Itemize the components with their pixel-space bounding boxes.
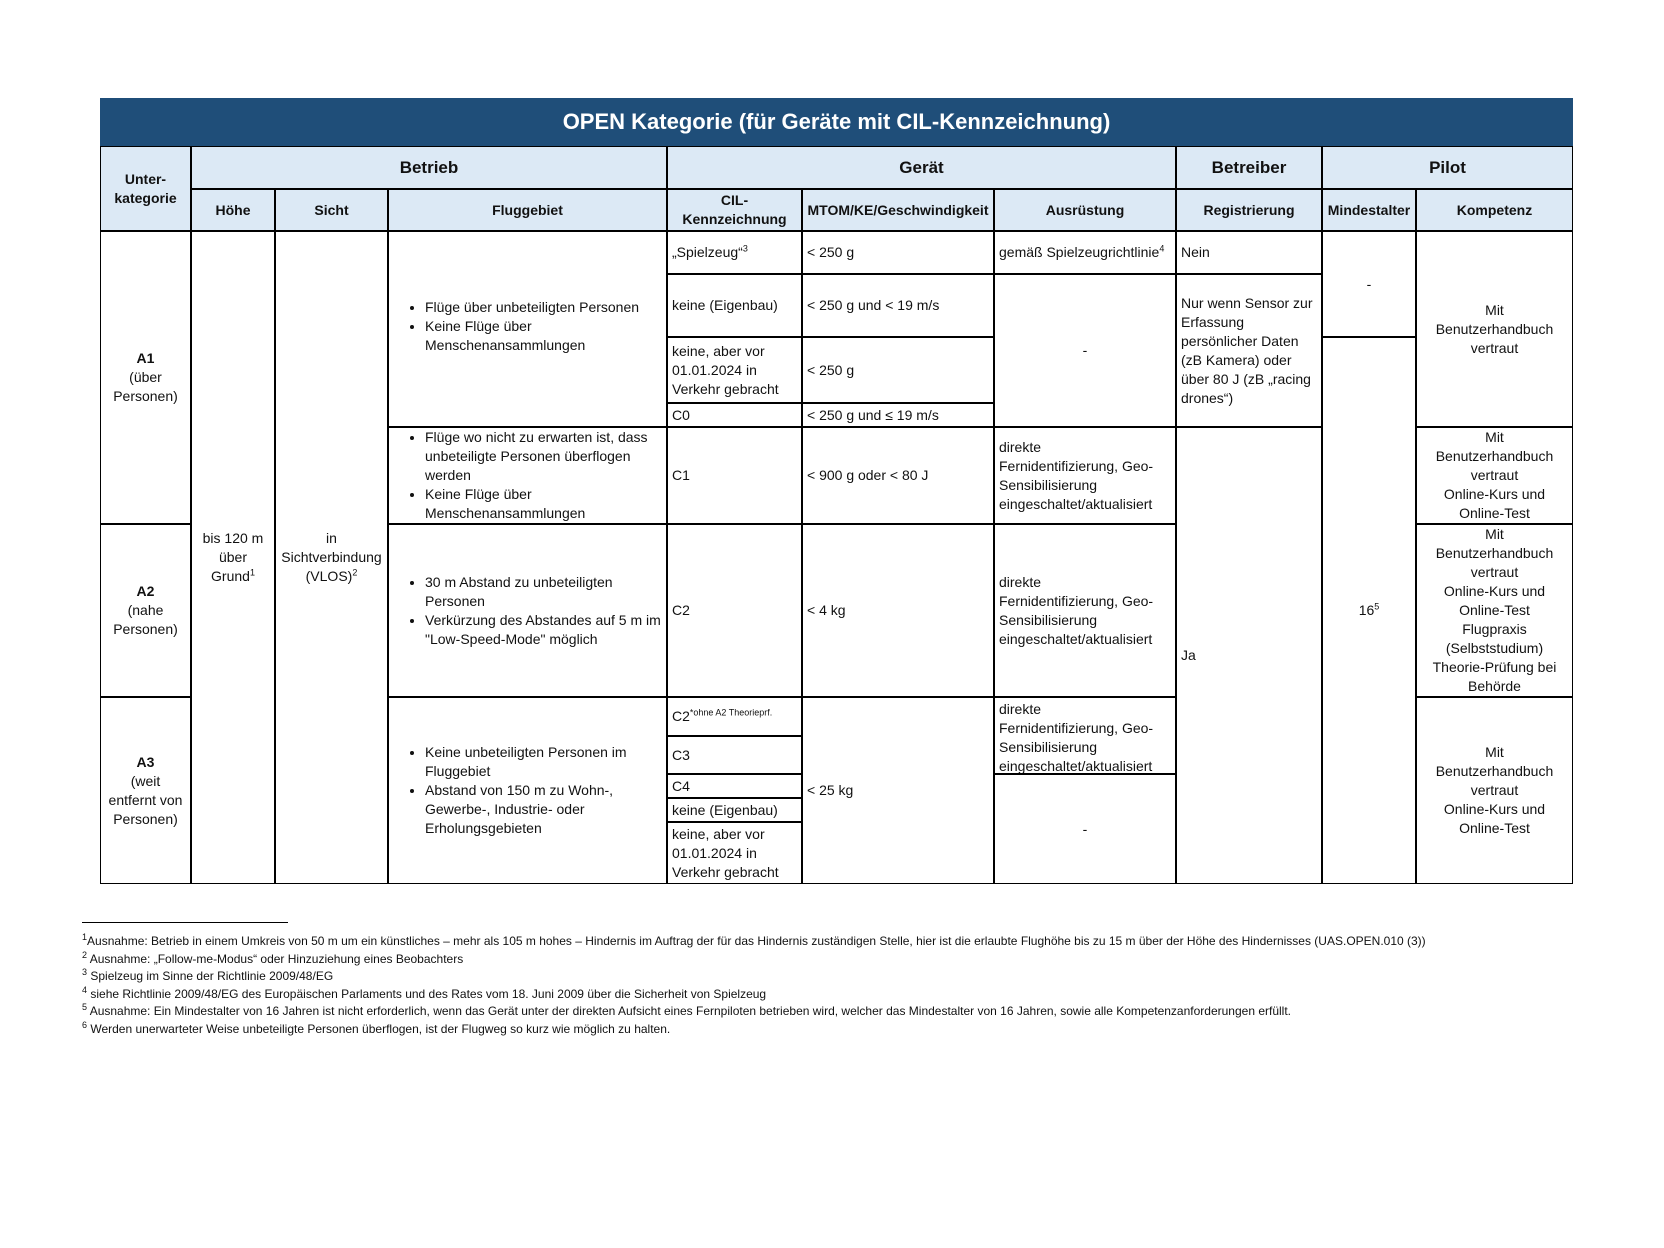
subcategory-a2 xyxy=(100,524,191,697)
footnote-text: Werden unerwarteter Weise unbeteiligte Personen überflogen, ist der Flugweg so kurz wie möglich zu halten. xyxy=(87,1021,671,1036)
sicht-text: in Sichtverbindung (VLOS) xyxy=(281,530,382,584)
column-kompetenz: Kompetenz xyxy=(1416,189,1573,231)
column-cil: CIL-Kennzeichnung xyxy=(667,189,802,231)
column-mtom: MTOM/KE/Geschwindigkeit xyxy=(802,189,994,231)
column-ausruestung: Ausrüstung xyxy=(994,189,1176,231)
cell-cil-vor2024-a3: keine, aber vor 01.01.2024 in Verkehr gebracht xyxy=(667,822,802,884)
cell-ausruestung-c1: direkte Fernidentifizierung, Geo- Sensibilisierung eingeschaltet/aktualisiert xyxy=(994,427,1176,524)
cell-cil-c1: C1 xyxy=(667,427,802,524)
fluggebiet-a2-list xyxy=(393,573,662,649)
cell-fluggebiet-a1 xyxy=(388,231,667,427)
fluggebiet-c1-list xyxy=(393,428,662,523)
cell-mtom-vor2024: < 250 g xyxy=(802,337,994,403)
cell-mtom-c1: < 900 g oder < 80 J xyxy=(802,427,994,524)
cell-ausruestung-a3-dash: - xyxy=(994,774,1176,884)
cell-mtom-c2: < 4 kg xyxy=(802,524,994,697)
cell-hoehe xyxy=(191,231,275,884)
cell-fluggebiet-a2 xyxy=(388,524,667,697)
subcategory-a3-desc: (weit entfernt von Personen) xyxy=(108,772,183,827)
footnote-text: Ausnahme: „Follow-me-Modus“ oder Hinzuziehung eines Beobachters xyxy=(87,951,464,966)
footnote-3 xyxy=(82,968,1582,986)
cil-spielzeug-text: „Spielzeug“ xyxy=(672,244,743,260)
subcategory-a2-desc: (nahe Personen) xyxy=(113,602,178,637)
footnote-2 xyxy=(82,951,1582,969)
ausruestung-spielzeug-text: gemäß Spielzeugrichtlinie xyxy=(999,244,1160,260)
column-registrierung: Registrierung xyxy=(1176,189,1322,231)
cell-fluggebiet-a3 xyxy=(388,697,667,884)
cell-cil-spielzeug xyxy=(667,231,802,274)
cell-ausruestung-c2: direkte Fernidentifizierung, Geo- Sensibilisierung eingeschaltet/aktualisiert xyxy=(994,524,1176,697)
hoehe-footnote-ref: 1 xyxy=(249,567,255,578)
footnotes xyxy=(82,922,1582,1038)
cell-kompetenz-a3: Mit Benutzerhandbuch vertraut Online-Kurs und Online-Test xyxy=(1416,697,1573,884)
cell-cil-c4: C4 xyxy=(667,774,802,798)
cell-cil-c0: C0 xyxy=(667,403,802,427)
footnote-text: siehe Richtlinie 2009/48/EG des Europäischen Parlaments und des Rates vom 18. Juni 2009 über die Sicherheit von Spielzeug xyxy=(87,986,767,1001)
cell-mtom-c0: < 250 g und ≤ 19 m/s xyxy=(802,403,994,427)
list-item: • Keine Flüge über Menschenansammlungen xyxy=(425,317,662,355)
footnote-6 xyxy=(82,1021,1582,1039)
table-title: OPEN Kategorie (für Geräte mit CIL-Kennzeichnung) xyxy=(100,98,1573,146)
mindestalter-footnote-ref: 5 xyxy=(1374,601,1380,612)
cell-cil-c3: C3 xyxy=(667,736,802,774)
footnote-text: Ausnahme: Betrieb in einem Umkreis von 50 m um ein künstliches – mehr als 105 m hohes – Hindernis im Auftrag der für das Hindernis zuständigen Stelle, hier ist die erlaubte Flughöhe bis zu 15 m über der Höhe des Hindernisses (UAS.OPEN.010 (3)) xyxy=(87,934,1426,948)
cell-sicht xyxy=(275,231,388,884)
cell-registrierung-sensor: Nur wenn Sensor zur Erfassung persönlicher Daten (zB Kamera) oder über 80 J (zB „racing drones“) xyxy=(1176,274,1322,427)
header-geraet: Gerät xyxy=(667,146,1176,189)
cil-c2-a3-text: C2 xyxy=(672,708,690,724)
open-category-table xyxy=(100,98,1573,884)
cell-fluggebiet-c1 xyxy=(388,427,667,524)
footnote-number: 1 xyxy=(82,932,88,942)
header-betrieb: Betrieb xyxy=(191,146,667,189)
cell-cil-eigenbau-a3: keine (Eigenbau) xyxy=(667,798,802,822)
footnote-text: Spielzeug im Sinne der Richtlinie 2009/48/EG xyxy=(87,969,334,983)
footnote-number: 6 xyxy=(82,1019,88,1030)
cil-spielzeug-footnote-ref: 3 xyxy=(742,243,748,254)
column-mindestalter: Mindestalter xyxy=(1322,189,1416,231)
footnote-number: 4 xyxy=(82,984,88,995)
cell-cil-c2: C2 xyxy=(667,524,802,697)
footnote-number: 5 xyxy=(82,1002,88,1012)
cell-mtom-eigenbau: < 250 g und < 19 m/s xyxy=(802,274,994,337)
fluggebiet-a1-list xyxy=(393,298,662,355)
subcategory-a3 xyxy=(100,697,191,884)
column-hoehe: Höhe xyxy=(191,189,275,231)
header-betreiber: Betreiber xyxy=(1176,146,1322,189)
footnote-number: 3 xyxy=(82,967,88,977)
list-item: • Verkürzung des Abstandes auf 5 m im "Low-Speed-Mode" möglich xyxy=(425,611,662,649)
header-pilot: Pilot xyxy=(1322,146,1573,189)
cell-ausruestung-a3-top: direkte Fernidentifizierung, Geo- Sensibilisierung eingeschaltet/aktualisiert xyxy=(994,697,1176,774)
cell-kompetenz-a2: Mit Benutzerhandbuch vertraut Online-Kurs und Online-Test Flugpraxis (Selbststudium) Theorie-Prüfung bei Behörde xyxy=(1416,524,1573,697)
footnote-1 xyxy=(82,933,1582,951)
footnote-separator xyxy=(82,922,288,923)
column-fluggebiet: Fluggebiet xyxy=(388,189,667,231)
subcategory-a2-code: A2 xyxy=(136,583,155,599)
cell-ausruestung-spielzeug xyxy=(994,231,1176,274)
footnote-4 xyxy=(82,986,1582,1004)
footnote-text: Ausnahme: Ein Mindestalter von 16 Jahren ist nicht erforderlich, wenn das Gerät unter der direkten Aufsicht eines Fernpiloten betrieben wird, welcher das Mindestalter von 16 Jahren, sowie alle Kompetenzanforderungen erfüllt. xyxy=(87,1004,1292,1018)
sicht-footnote-ref: 2 xyxy=(352,567,358,578)
cell-ausruestung-a1-dash: - xyxy=(994,274,1176,427)
column-sicht: Sicht xyxy=(275,189,388,231)
subcategory-a1-desc: (über Personen) xyxy=(113,369,178,404)
list-item: • 30 m Abstand zu unbeteiligten Personen xyxy=(425,573,662,611)
cell-registrierung-nein: Nein xyxy=(1176,231,1322,274)
subcategory-a1-code: A1 xyxy=(136,350,155,366)
hoehe-text: bis 120 m über Grund xyxy=(202,530,264,584)
cell-kompetenz-c1: Mit Benutzerhandbuch vertraut Online-Kurs und Online-Test xyxy=(1416,427,1573,524)
subcategory-a3-code: A3 xyxy=(136,753,155,770)
list-item: • Flüge wo nicht zu erwarten ist, dass unbeteiligte Personen überflogen werden xyxy=(425,428,662,485)
cell-registrierung-ja: Ja xyxy=(1176,427,1322,884)
list-item: • Abstand von 150 m zu Wohn-, Gewerbe-, Industrie- oder Erholungsgebieten xyxy=(425,781,662,838)
footnote-5 xyxy=(82,1003,1582,1021)
cell-kompetenz-a1: Mit Benutzerhandbuch vertraut xyxy=(1416,231,1573,427)
footnote-number: 2 xyxy=(82,949,88,960)
list-item: • Flüge über unbeteiligten Personen xyxy=(425,298,662,317)
cell-cil-vor2024: keine, aber vor 01.01.2024 in Verkehr gebracht xyxy=(667,337,802,403)
cell-mindestalter-16 xyxy=(1322,337,1416,884)
list-item: • Keine unbeteiligten Personen im Fluggebiet xyxy=(425,743,662,781)
cell-cil-eigenbau: keine (Eigenbau) xyxy=(667,274,802,337)
subcategory-a1 xyxy=(100,231,191,524)
mindestalter-value: 16 xyxy=(1358,602,1375,618)
list-item: • Keine Flüge über Menschenansammlungen xyxy=(425,485,662,523)
ausruestung-footnote-ref: 4 xyxy=(1159,243,1165,254)
header-unterkategorie: Unter- kategorie xyxy=(100,146,191,231)
fluggebiet-a3-list xyxy=(393,743,662,838)
cell-mindestalter-dash: - xyxy=(1322,231,1416,337)
cell-mtom-spielzeug: < 250 g xyxy=(802,231,994,274)
cell-cil-c2-a3 xyxy=(667,697,802,736)
cell-mtom-a3: < 25 kg xyxy=(802,697,994,884)
cil-c2-a3-note: *ohne A2 Theorieprf. xyxy=(689,707,773,718)
